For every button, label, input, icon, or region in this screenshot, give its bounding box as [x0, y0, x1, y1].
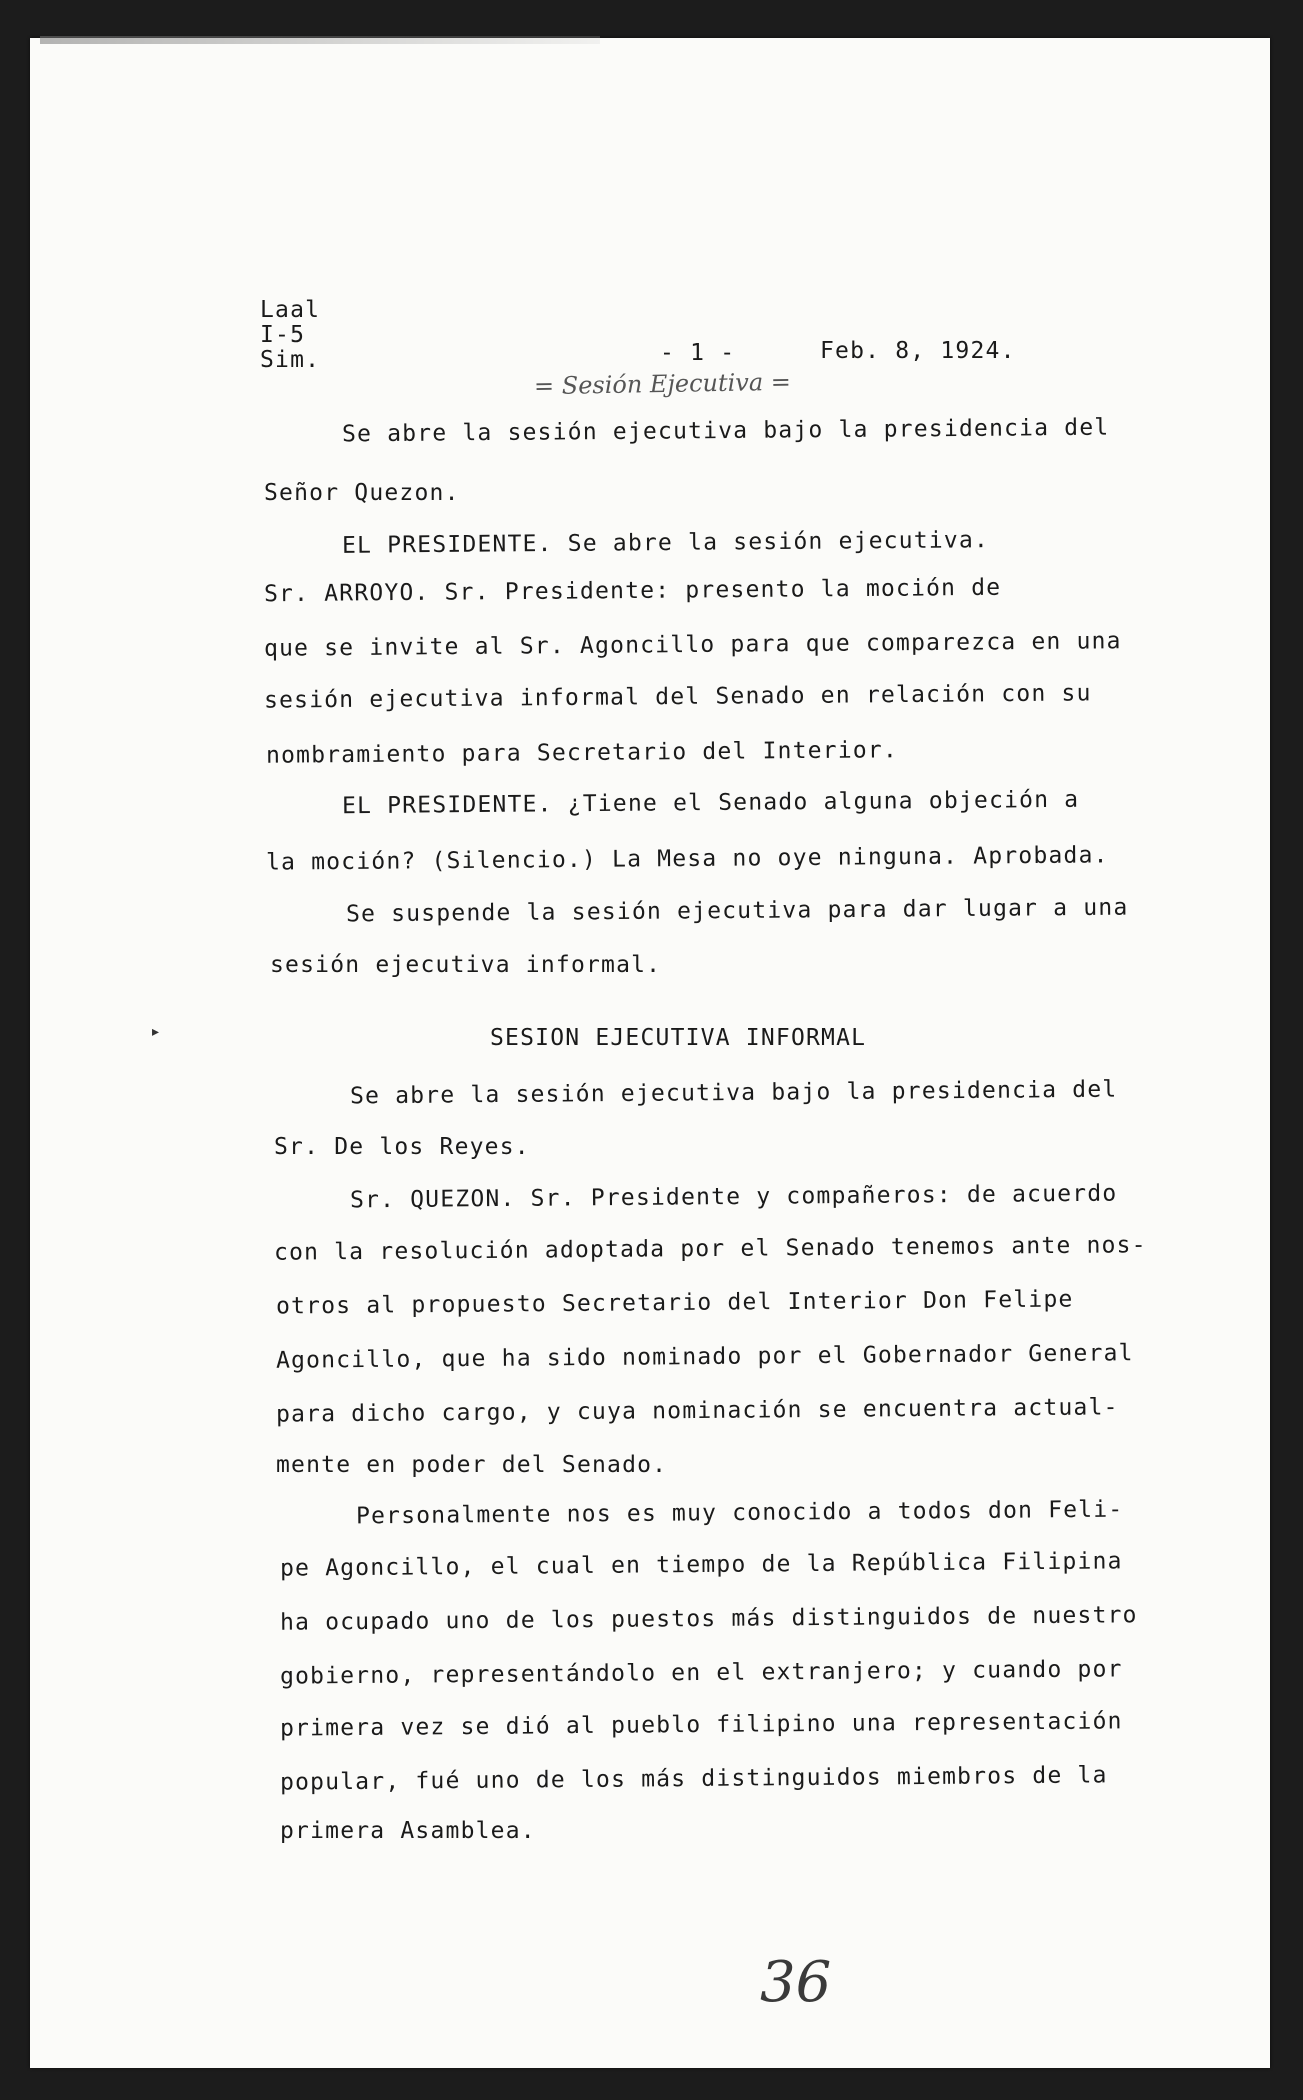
- body-line: con la resolución adoptada por el Senado tenemos ante nos-: [273, 1232, 1147, 1266]
- scan-edge-smudge: [40, 36, 600, 44]
- body-line: Se suspende la sesión ejecutiva para dar lugar a una: [345, 894, 1129, 928]
- body-line: Agoncillo, que ha sido nominado por el Gobernador General: [275, 1340, 1134, 1374]
- body-line: otros al propuesto Secretario del Interior Don Felipe: [275, 1286, 1074, 1320]
- body-line: Se abre la sesión ejecutiva bajo la presidencia del: [341, 414, 1110, 448]
- body-line: Sr. De los Reyes.: [274, 1134, 530, 1160]
- body-line: primera Asamblea.: [280, 1818, 536, 1844]
- body-line: nombramiento para Secretario del Interior.: [265, 737, 899, 769]
- body-line: popular, fué uno de los más distinguidos miembros de la: [279, 1762, 1108, 1796]
- body-line: mente en poder del Senado.: [276, 1452, 668, 1478]
- body-line: EL PRESIDENTE. Se abre la sesión ejecutiva.: [341, 527, 990, 559]
- body-line: para dicho cargo, y cuya nominación se encuentra actual-: [275, 1394, 1119, 1428]
- section-heading: SESION EJECUTIVA INFORMAL: [490, 1025, 867, 1051]
- body-line: Sr. ARROYO. Sr. Presidente: presento la moción de: [263, 574, 1002, 608]
- margin-mark: ▸: [152, 1024, 160, 1040]
- body-line: Señor Quezon.: [264, 480, 460, 506]
- document-date: Feb. 8, 1924.: [820, 338, 1016, 364]
- header-code-line-2: I-5: [260, 322, 306, 348]
- body-line: pe Agoncillo, el cual en tiempo de la República Filipina: [279, 1548, 1123, 1582]
- page-number: - 1 -: [660, 340, 736, 366]
- header-code-line-1: Laal: [260, 297, 321, 323]
- body-line: Personalmente nos es muy conocido a todos don Feli-: [355, 1496, 1124, 1530]
- body-line: gobierno, representándolo en el extranjero; y cuando por: [279, 1656, 1123, 1690]
- body-line: Se abre la sesión ejecutiva bajo la presidencia del: [349, 1076, 1118, 1110]
- body-line: sesión ejecutiva informal del Senado en relación con su: [263, 680, 1092, 714]
- body-line: sesión ejecutiva informal.: [270, 952, 662, 978]
- body-line: EL PRESIDENTE. ¿Tiene el Senado alguna objeción a: [341, 786, 1080, 820]
- header-code-line-3: Sim.: [260, 347, 321, 373]
- handwritten-folio-number: 36: [760, 1950, 832, 2015]
- body-line: que se invite al Sr. Agoncillo para que comparezca en una: [263, 628, 1122, 662]
- body-line: primera vez se dió al pueblo filipino una representación: [279, 1708, 1123, 1742]
- body-line: Sr. QUEZON. Sr. Presidente y compañeros: de acuerdo: [349, 1180, 1118, 1214]
- body-line: la moción? (Silencio.) La Mesa no oye ninguna. Aprobada.: [265, 842, 1109, 876]
- handwritten-session-note: = Sesión Ejecutiva =: [533, 367, 792, 401]
- body-line: ha ocupado uno de los puestos más distinguidos de nuestro: [279, 1602, 1138, 1636]
